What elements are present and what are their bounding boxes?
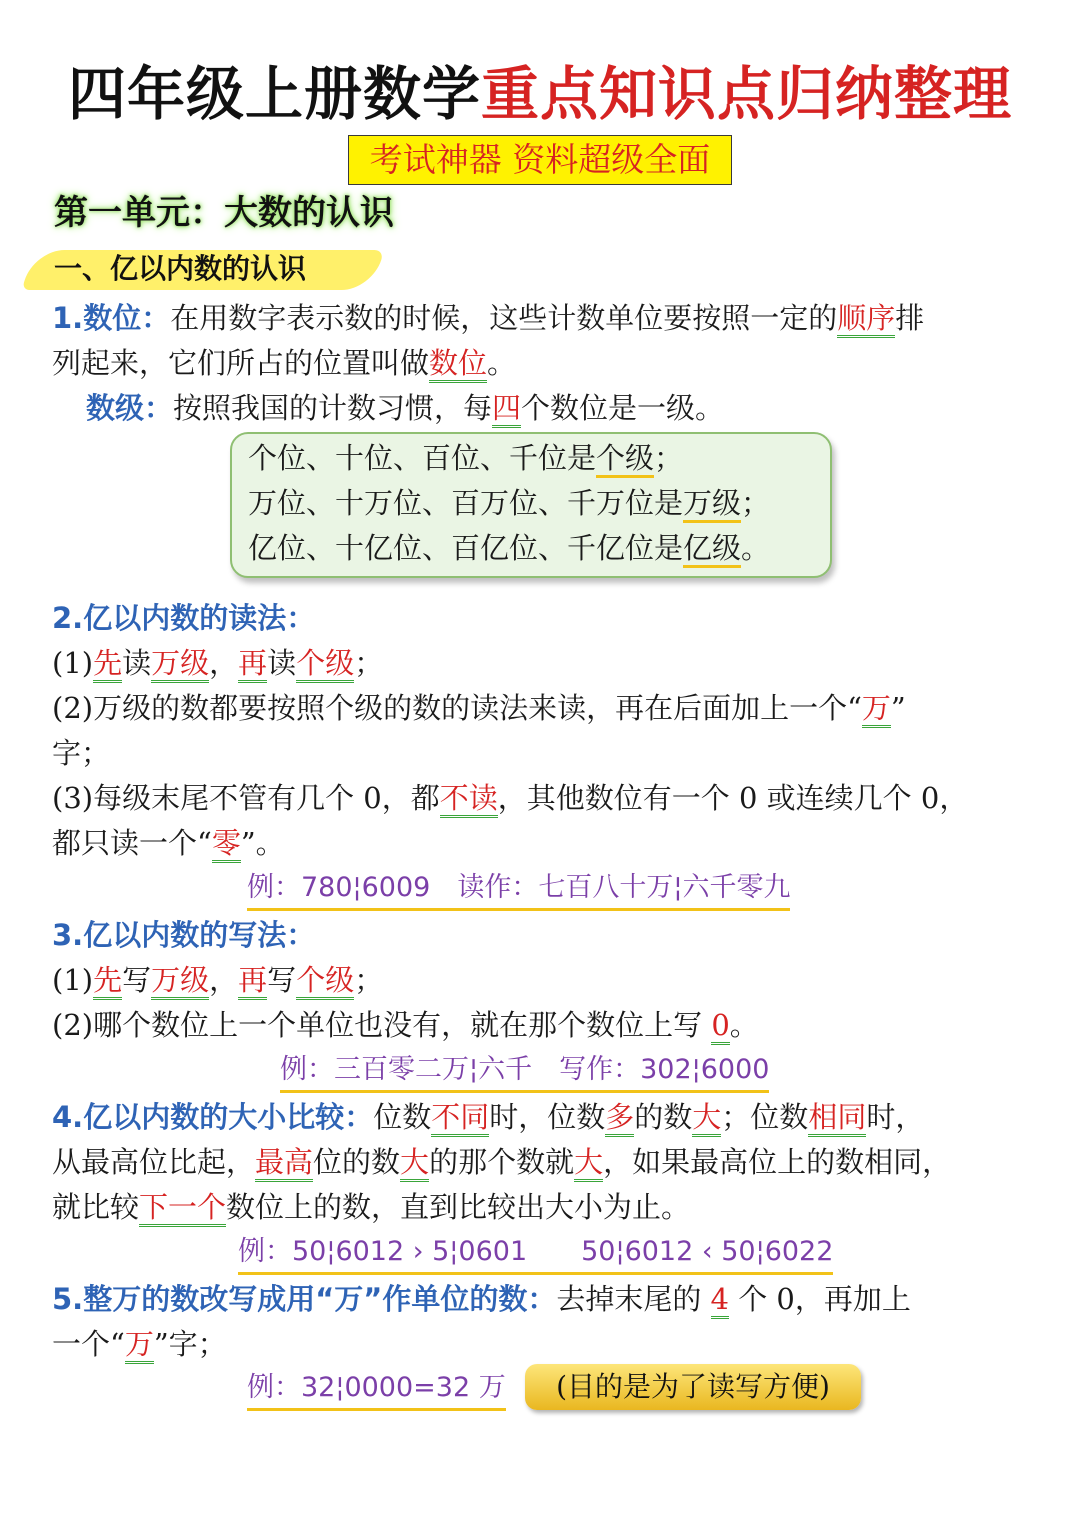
p5-line-b: [52, 1322, 227, 1366]
p4-line-b: [52, 1140, 951, 1184]
title-red-part: 重点知识点归纳整理: [481, 60, 1013, 128]
p3-keyword: 0: [711, 1008, 729, 1045]
p2-text: 都只读一个“: [52, 826, 212, 860]
p4-label: 4.亿以内数的大小比较：: [52, 1100, 374, 1134]
box-line2: [248, 481, 770, 525]
p1-label: 1.数位：: [52, 301, 171, 335]
p3-text: 写: [267, 963, 297, 997]
p3-text: (1): [52, 963, 94, 997]
digit-level-box: [230, 432, 832, 578]
p4-keyword: 下一个: [139, 1190, 226, 1227]
p1-text: 排: [895, 301, 925, 335]
p4-text: 时，位数: [489, 1100, 606, 1134]
p1-keyword: 四: [492, 391, 521, 428]
subtitle-banner: 考试神器 资料超级全面: [348, 135, 732, 185]
p4-text: 位的数: [313, 1145, 401, 1179]
p1-text: 个数位是一级。: [521, 391, 725, 425]
p4-text: 从最高位比起，: [52, 1145, 256, 1179]
p2-keyword: 零: [212, 826, 241, 863]
p1-keyword: 数位: [429, 346, 487, 383]
p3-text: ；: [354, 963, 384, 997]
p5-text: 一个“: [52, 1327, 125, 1361]
p4-keyword: 不同: [431, 1100, 489, 1137]
p4-example: 例：50¦6012 › 5¦0601 50¦6012 ‹ 50¦6022: [238, 1232, 833, 1275]
p2-text: 字；: [52, 736, 111, 770]
p4-keyword: 大: [400, 1145, 429, 1182]
p2-example: 例：780¦6009 读作：七百八十万¦六千零九: [247, 868, 790, 911]
p4-text: 的数: [634, 1100, 693, 1134]
p2-keyword: 先: [93, 646, 122, 683]
p1-text: 在用数字表示数的时候，这些计数单位要按照一定的: [170, 301, 838, 335]
p2-line-c: [52, 776, 968, 820]
box-line1: [248, 436, 683, 480]
box-text: 万位、十万位、百万位、千万位是: [248, 486, 684, 520]
p5-text: 个 0，再加上: [729, 1282, 911, 1316]
section-title: 一、亿以内数的认识: [54, 252, 307, 285]
p2-text: ，: [209, 646, 239, 680]
p5-example: 例：32¦0000=32 万: [247, 1368, 506, 1411]
p2-text: 读: [122, 646, 152, 680]
p2-heading: [52, 596, 315, 640]
p2-keyword: 个级: [296, 646, 354, 683]
p2-line-b: [52, 686, 906, 730]
p4-keyword: 大: [692, 1100, 721, 1137]
purpose-note: (目的是为了读写方便): [525, 1364, 861, 1410]
unit-heading: 第一单元：大数的认识: [54, 193, 394, 233]
box-keyword: 个级: [596, 441, 654, 478]
box-line3: [248, 526, 770, 570]
p5-label: 5.整万的数改写成用“万”作单位的数：: [52, 1282, 557, 1316]
p4-text: 的那个数就: [429, 1145, 575, 1179]
box-text: ；: [654, 441, 684, 475]
section-heading: [28, 246, 378, 292]
box-keyword: 万级: [683, 486, 741, 523]
p1-text: 列起来，它们所占的位置叫做: [52, 346, 430, 380]
p3-keyword: 万级: [151, 963, 209, 1000]
page-title: [0, 56, 1080, 132]
p3-keyword: 个级: [296, 963, 354, 1000]
p2-label: 2.亿以内数的读法：: [52, 601, 316, 635]
p1-line3: [86, 386, 724, 430]
p3-heading: [52, 913, 315, 957]
p5-text: ”字；: [153, 1327, 227, 1361]
p4-text: ，如果最高位上的数相同，: [603, 1145, 952, 1179]
box-keyword: 亿级: [683, 531, 741, 568]
p5-keyword: 4: [711, 1282, 729, 1319]
p3-example: 例：三百零二万¦六千 写作：302¦6000: [280, 1050, 769, 1093]
p3-keyword: 先: [93, 963, 122, 1000]
p2-line-b2: [52, 731, 110, 775]
p4-keyword: 大: [574, 1145, 603, 1182]
p2-text: ；: [354, 646, 384, 680]
box-text: 个位、十位、百位、千位是: [248, 441, 597, 475]
p2-text: ”。: [240, 826, 285, 860]
p2-keyword: 不读: [440, 781, 498, 818]
p1-keyword: 顺序: [837, 301, 895, 338]
p5-line-a: [52, 1277, 911, 1321]
p1-label2: 数级：: [86, 391, 174, 425]
p2-line-c2: [52, 821, 285, 865]
p4-line-c: [52, 1185, 690, 1229]
p3-text: ，: [209, 963, 239, 997]
p3-keyword: 再: [238, 963, 267, 1000]
p2-text: (3)每级末尾不管有几个 0，都: [52, 781, 440, 815]
p1-text: 按照我国的计数习惯，每: [173, 391, 493, 425]
p1-line1: [52, 296, 924, 340]
p4-text: 位数: [373, 1100, 432, 1134]
p4-text: 数位上的数，直到比较出大小为止。: [226, 1190, 691, 1224]
p3-label: 3.亿以内数的写法：: [52, 918, 316, 952]
box-text: ；: [741, 486, 771, 520]
p2-keyword: 万级: [151, 646, 209, 683]
p1-text: 。: [487, 346, 517, 380]
p4-text: 就比较: [52, 1190, 140, 1224]
p3-text: 写: [122, 963, 152, 997]
box-text: 。: [741, 531, 771, 565]
title-black-part: 四年级上册数学: [67, 60, 481, 128]
p4-text: 时，: [866, 1100, 925, 1134]
p5-keyword: 万: [125, 1327, 154, 1364]
p2-text: (2)万级的数都要按照个级的数的读法来读，再在后面加上一个“: [52, 691, 862, 725]
p5-text: 去掉末尾的: [556, 1282, 711, 1316]
p2-text: ”: [890, 691, 906, 725]
p2-keyword: 再: [238, 646, 267, 683]
p2-text: (1): [52, 646, 94, 680]
p2-line-a: [52, 641, 383, 685]
p4-text: ；位数: [721, 1100, 809, 1134]
p2-text: 读: [267, 646, 297, 680]
p3-text: (2)哪个数位上一个单位也没有，就在那个数位上写: [52, 1008, 712, 1042]
p2-text: ，其他数位有一个 0 或连续几个 0，: [497, 781, 969, 815]
box-text: 亿位、十亿位、百亿位、千亿位是: [248, 531, 684, 565]
p1-line2: [52, 341, 516, 385]
p3-line-a: [52, 958, 383, 1002]
p3-text: 。: [729, 1008, 759, 1042]
p4-keyword: 最高: [255, 1145, 313, 1182]
p4-line-a: [52, 1095, 924, 1139]
p2-keyword: 万: [862, 691, 891, 728]
p3-line-b: [52, 1003, 759, 1047]
p4-keyword: 多: [605, 1100, 634, 1137]
p4-keyword: 相同: [808, 1100, 866, 1137]
